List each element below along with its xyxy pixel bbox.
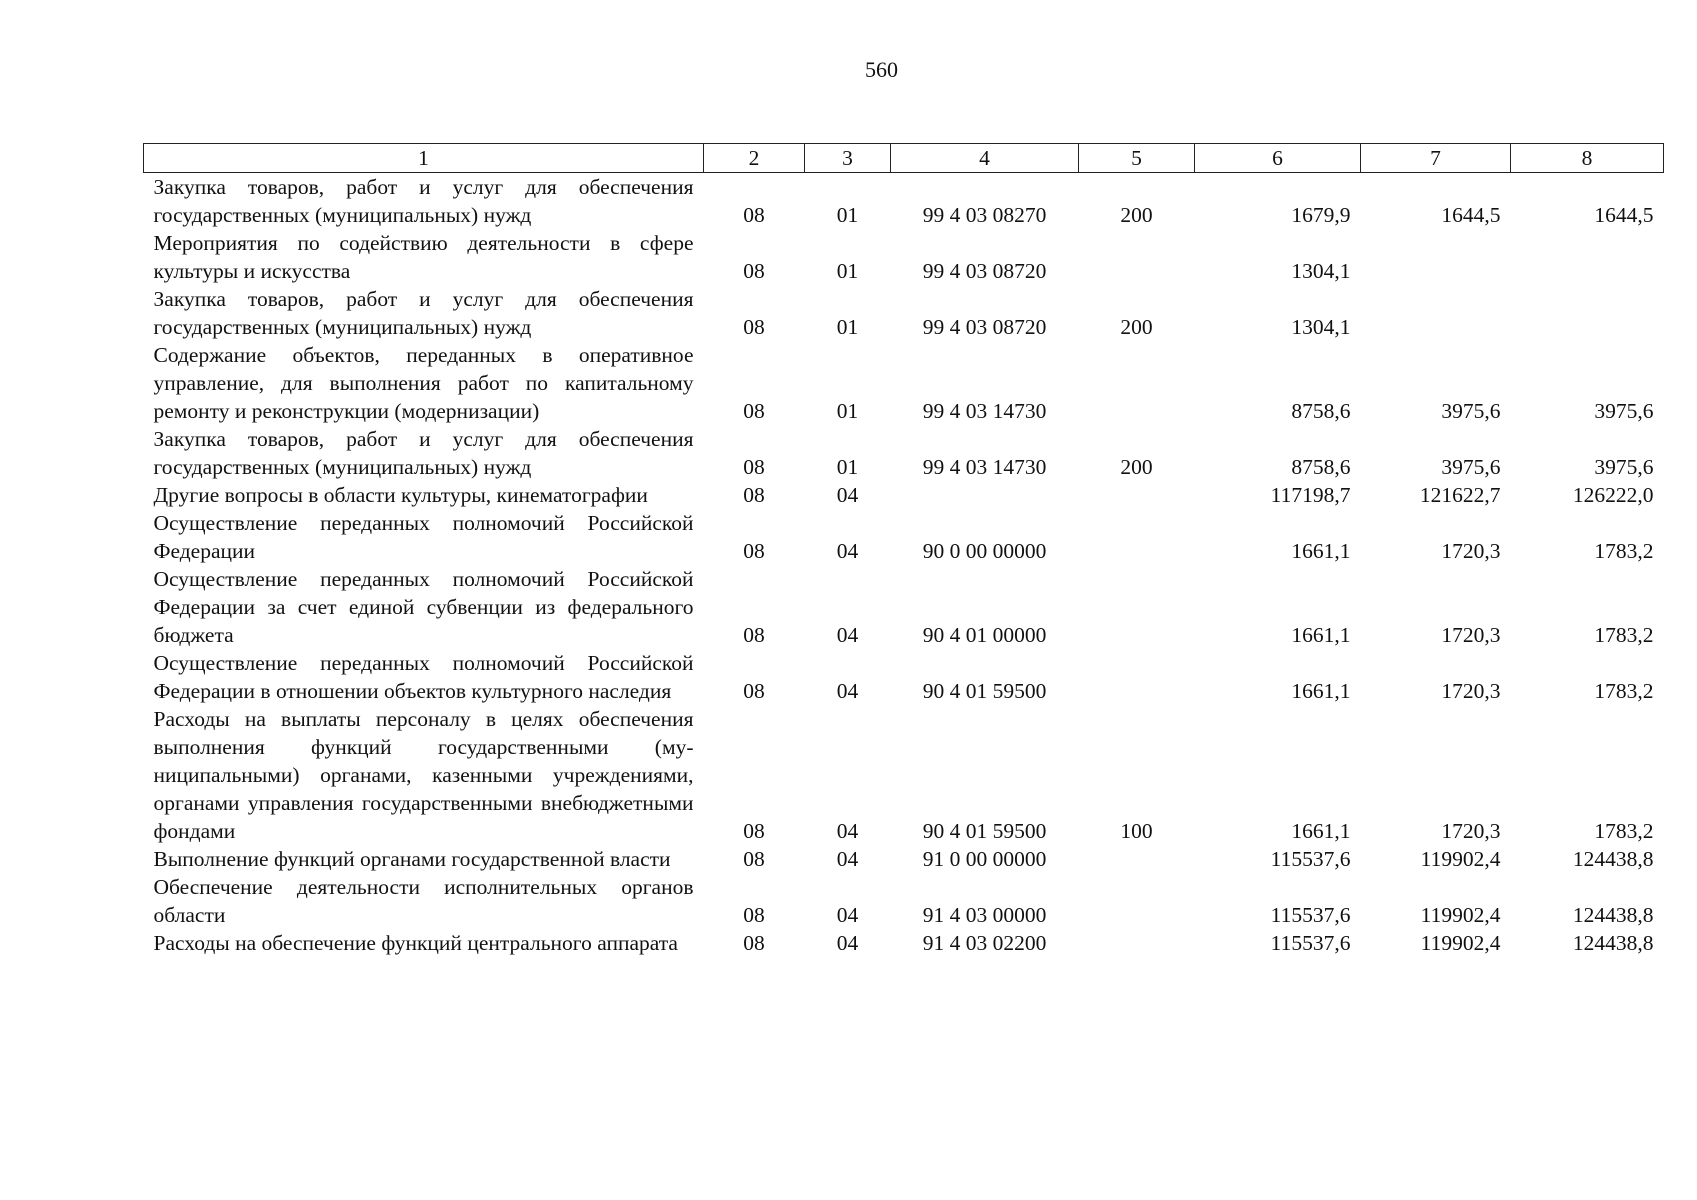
row-amount-col8: 1783,2 [1594, 819, 1654, 843]
row-amount-col7: 1644,5 [1441, 203, 1501, 227]
table-row [144, 341, 1664, 425]
header-cell-7: 7 [1361, 144, 1511, 173]
header-cell-8: 8 [1511, 144, 1664, 173]
row-description: Осуществление переданных полномочий Российской Федерации за счет единой субвенции из федерального бюджета [153, 567, 694, 647]
row-amount-col7: 3975,6 [1441, 399, 1501, 423]
row-section-code: 08 [743, 539, 765, 563]
row-expense-type [1079, 565, 1195, 649]
row-amount-col7 [1361, 229, 1511, 285]
row-target-article: 90 0 00 00000 [922, 539, 1047, 563]
row-section-code: 08 [743, 259, 765, 283]
row-expense-type: 100 [1120, 819, 1153, 843]
row-amount-col6: 1304,1 [1291, 259, 1351, 283]
table-row [144, 173, 1664, 230]
row-subsection-code: 01 [836, 203, 859, 227]
row-section-code: 08 [743, 455, 765, 479]
row-subsection-code: 01 [836, 259, 859, 283]
row-target-article: 99 4 03 08720 [922, 315, 1047, 339]
row-target-article [891, 481, 1079, 509]
row-section-code: 08 [743, 483, 765, 507]
row-subsection-code: 04 [836, 623, 859, 647]
row-description: Расходы на выплаты персоналу в целях обеспечения выполнения функций государственными (муниципальными) органами, казенными учреждениями, органами управления государственными внебюджетными фондами [153, 707, 694, 843]
budget-table [143, 143, 1664, 957]
row-expense-type [1079, 229, 1195, 285]
row-amount-col8: 3975,6 [1594, 455, 1654, 479]
row-subsection-code: 04 [836, 483, 859, 507]
row-section-code: 08 [743, 819, 765, 843]
row-amount-col7: 119902,4 [1420, 931, 1501, 955]
table-row [144, 425, 1664, 481]
row-expense-type [1079, 509, 1195, 565]
row-amount-col6: 115537,6 [1270, 931, 1351, 955]
row-amount-col7: 1720,3 [1441, 819, 1501, 843]
row-description: Мероприятия по содействию деятельности в сфере культуры и искусства [153, 231, 694, 283]
row-amount-col6: 115537,6 [1270, 847, 1351, 871]
row-section-code: 08 [743, 399, 765, 423]
row-amount-col7: 1720,3 [1441, 679, 1501, 703]
row-description: Другие вопросы в области культуры, кинематографии [153, 483, 648, 507]
row-expense-type [1079, 481, 1195, 509]
row-description: Осуществление переданных полномочий Российской Федерации в отношении объектов культурного наследия [153, 651, 694, 703]
row-amount-col7: 119902,4 [1420, 847, 1501, 871]
row-expense-type [1079, 845, 1195, 873]
row-amount-col8: 1783,2 [1594, 679, 1654, 703]
row-target-article: 90 4 01 00000 [922, 623, 1047, 647]
table-row [144, 481, 1664, 509]
row-subsection-code: 04 [836, 847, 859, 871]
row-target-article: 90 4 01 59500 [922, 679, 1047, 703]
row-description: Выполнение функций органами государственной власти [153, 847, 671, 871]
header-cell-2: 2 [704, 144, 805, 173]
row-amount-col8: 124438,8 [1572, 847, 1654, 871]
row-amount-col7: 1720,3 [1441, 539, 1501, 563]
header-cell-4: 4 [891, 144, 1079, 173]
table-row [144, 509, 1664, 565]
row-amount-col6: 1661,1 [1291, 539, 1351, 563]
row-amount-col8: 1783,2 [1594, 539, 1654, 563]
table-row [144, 649, 1664, 705]
row-section-code: 08 [743, 203, 765, 227]
row-subsection-code: 04 [836, 819, 859, 843]
row-amount-col8 [1511, 285, 1664, 341]
header-row [144, 144, 1664, 173]
row-subsection-code: 01 [836, 315, 859, 339]
row-section-code: 08 [743, 623, 765, 647]
table-row [144, 285, 1664, 341]
row-amount-col6: 8758,6 [1291, 455, 1351, 479]
row-amount-col8: 1783,2 [1594, 623, 1654, 647]
row-amount-col8: 126222,0 [1572, 483, 1654, 507]
row-target-article: 91 4 03 00000 [922, 903, 1047, 927]
row-amount-col6: 1679,9 [1291, 203, 1351, 227]
row-expense-type [1079, 929, 1195, 957]
table-row [144, 845, 1664, 873]
row-amount-col8: 124438,8 [1572, 903, 1654, 927]
row-target-article: 99 4 03 14730 [922, 399, 1047, 423]
row-section-code: 08 [743, 903, 765, 927]
table-row [144, 873, 1664, 929]
row-expense-type [1079, 873, 1195, 929]
row-description: Обеспечение деятельности исполнительных органов области [153, 875, 694, 927]
row-amount-col8: 1644,5 [1594, 203, 1654, 227]
row-amount-col6: 1661,1 [1291, 679, 1351, 703]
row-amount-col6: 117198,7 [1270, 483, 1351, 507]
row-description: Закупка товаров, работ и услуг для обеспечения государственных (муниципальных) нужд [153, 427, 694, 479]
row-description: Закупка товаров, работ и услуг для обеспечения государственных (муниципальных) нужд [153, 175, 694, 227]
row-subsection-code: 04 [836, 903, 859, 927]
row-amount-col7: 119902,4 [1420, 903, 1501, 927]
header-cell-5: 5 [1079, 144, 1195, 173]
row-amount-col7: 3975,6 [1441, 455, 1501, 479]
row-subsection-code: 04 [836, 539, 859, 563]
row-subsection-code: 04 [836, 679, 859, 703]
row-section-code: 08 [743, 847, 765, 871]
header-cell-1: 1 [144, 144, 704, 173]
table-row [144, 229, 1664, 285]
table-row [144, 705, 1664, 845]
row-section-code: 08 [743, 931, 765, 955]
row-amount-col6: 1661,1 [1291, 819, 1351, 843]
row-subsection-code: 01 [836, 455, 859, 479]
table-body [144, 173, 1664, 958]
row-amount-col6: 8758,6 [1291, 399, 1351, 423]
header-cell-3: 3 [805, 144, 891, 173]
row-target-article: 91 0 00 00000 [922, 847, 1047, 871]
row-amount-col6: 1661,1 [1291, 623, 1351, 647]
row-amount-col7: 121622,7 [1419, 483, 1501, 507]
row-target-article: 99 4 03 14730 [922, 455, 1047, 479]
row-description: Содержание объектов, переданных в оперативное управление, для выполнения работ по капитальному ремонту и реконструкции (модернизации) [153, 343, 694, 423]
row-subsection-code: 01 [836, 399, 859, 423]
row-amount-col8: 124438,8 [1572, 931, 1654, 955]
row-amount-col8 [1511, 229, 1664, 285]
table-row [144, 565, 1664, 649]
row-target-article: 99 4 03 08270 [922, 203, 1047, 227]
row-expense-type: 200 [1120, 455, 1153, 479]
row-description: Осуществление переданных полномочий Российской Федерации [153, 511, 694, 563]
row-amount-col6: 115537,6 [1270, 903, 1351, 927]
row-amount-col7 [1361, 285, 1511, 341]
row-description: Расходы на обеспечение функций центрального аппарата [153, 931, 678, 955]
row-section-code: 08 [743, 315, 765, 339]
row-expense-type [1079, 649, 1195, 705]
row-target-article: 99 4 03 08720 [922, 259, 1047, 283]
row-expense-type: 200 [1120, 203, 1153, 227]
row-subsection-code: 04 [836, 931, 859, 955]
row-section-code: 08 [743, 679, 765, 703]
row-description: Закупка товаров, работ и услуг для обеспечения государственных (муниципальных) нужд [153, 287, 694, 339]
row-amount-col7: 1720,3 [1441, 623, 1501, 647]
table-row [144, 929, 1664, 957]
table-header [144, 144, 1664, 173]
row-expense-type: 200 [1120, 315, 1153, 339]
row-target-article: 91 4 03 02200 [922, 931, 1047, 955]
header-cell-6: 6 [1195, 144, 1361, 173]
row-amount-col8: 3975,6 [1594, 399, 1654, 423]
row-expense-type [1079, 341, 1195, 425]
row-target-article: 90 4 01 59500 [922, 819, 1047, 843]
page-number: 560 [865, 57, 898, 82]
row-amount-col6: 1304,1 [1291, 315, 1351, 339]
